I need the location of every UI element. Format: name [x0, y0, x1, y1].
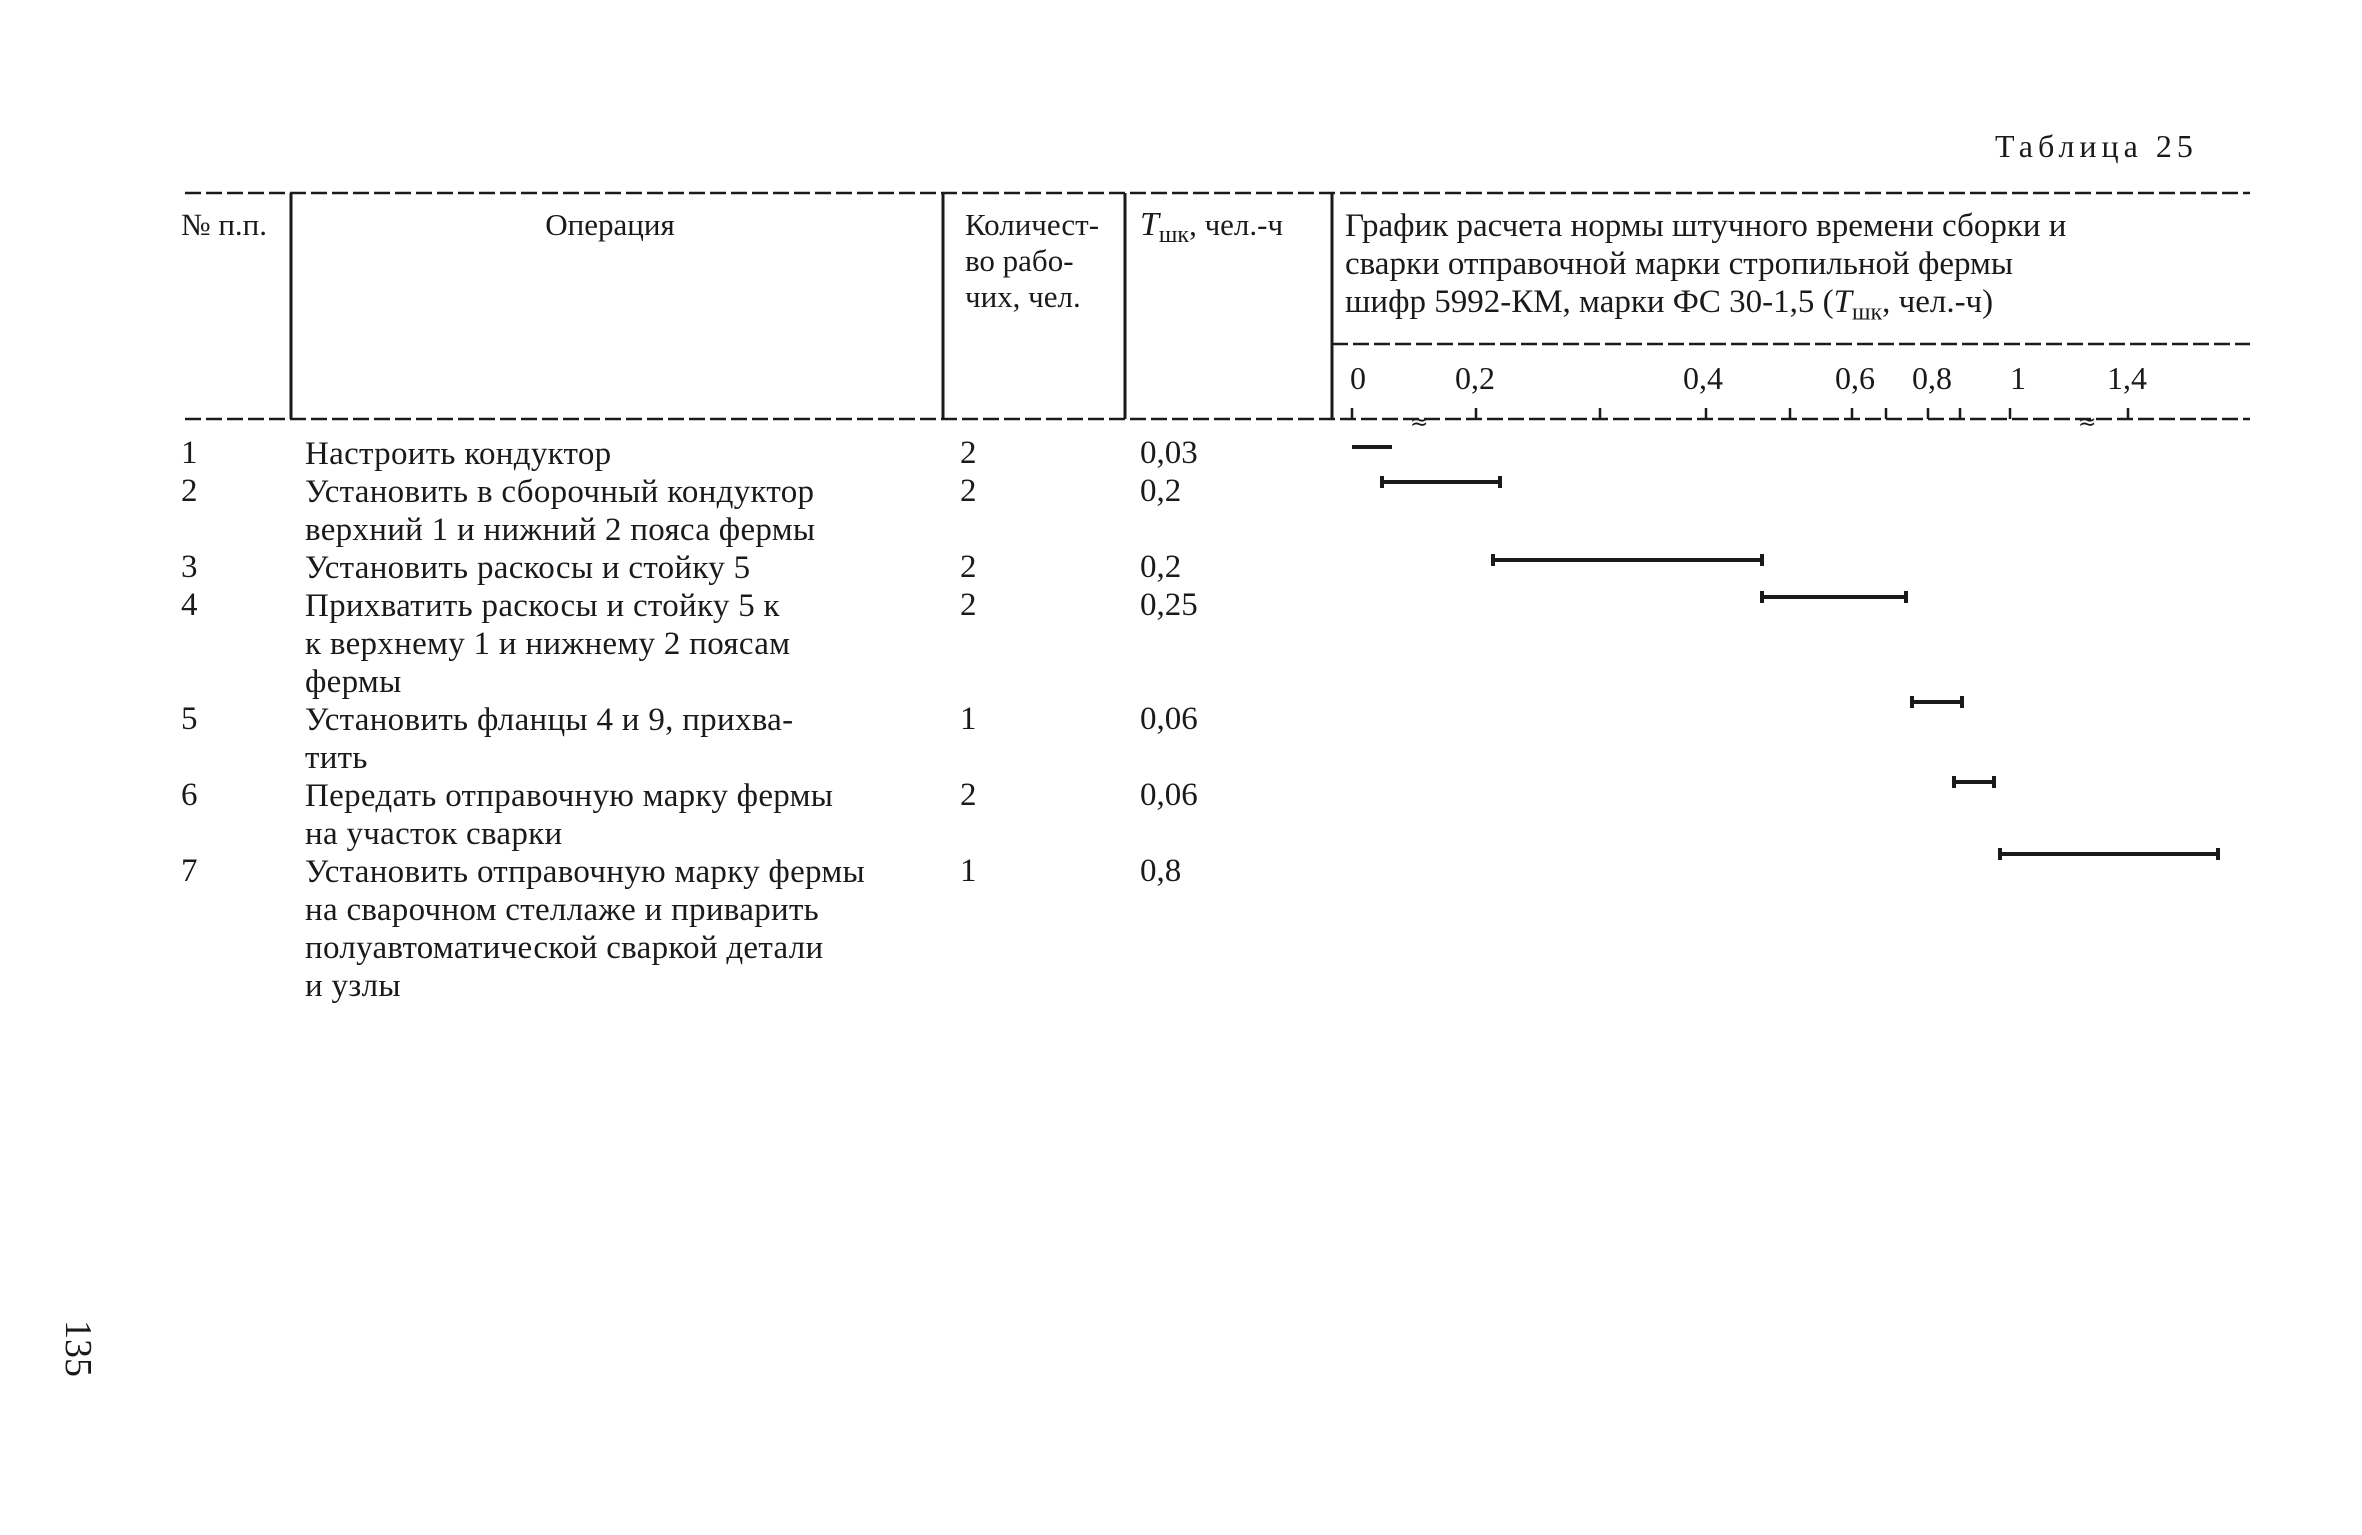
- gantt-bar-2: [1382, 476, 1500, 488]
- header-operation: Операция: [545, 207, 675, 242]
- header-graph-line-3b: , чел.-ч): [1882, 284, 1994, 320]
- table-caption: Таблица 25: [1995, 128, 2198, 164]
- row-time: 0,03: [1140, 435, 1198, 471]
- gantt-bar-6: [1954, 776, 1994, 788]
- operation-line: Установить фланцы 4 и 9, прихва-: [305, 702, 794, 738]
- axis-break: ≈: [1410, 410, 1429, 435]
- row-quantity: 2: [960, 549, 977, 585]
- operation-line: к верхнему 1 и нижнему 2 поясам: [305, 626, 791, 662]
- row-time: 0,06: [1140, 777, 1198, 813]
- operation-line: Передать отправочную марку фермы: [305, 778, 834, 814]
- axis-tick-label: 0,2: [1455, 360, 1495, 396]
- row-time: 0,06: [1140, 701, 1198, 737]
- operation-line: и узлы: [305, 968, 401, 1004]
- gantt-bar-7: [2000, 848, 2218, 860]
- row-number: 3: [181, 549, 198, 585]
- row-time: 0,25: [1140, 587, 1198, 623]
- header-graph-line-1: График расчета нормы штучного времени сборки и: [1345, 208, 2067, 244]
- axis-tick-label: 0: [1350, 360, 1366, 396]
- row-number: 4: [181, 587, 198, 623]
- axis-tick-label: 1: [2010, 360, 2026, 396]
- header-time-symbol: T: [1140, 206, 1159, 243]
- row-quantity: 2: [960, 435, 977, 471]
- row-number: 2: [181, 473, 198, 509]
- header-graph-t-subscript: шк: [1851, 299, 1883, 326]
- row-number: 5: [181, 701, 198, 737]
- row-time: 0,8: [1140, 853, 1182, 889]
- operation-line: фермы: [305, 664, 402, 700]
- header-quantity-line-3: чих, чел.: [965, 279, 1081, 314]
- operation-line: Установить отправочную марку фермы: [305, 854, 866, 890]
- row-quantity: 2: [960, 587, 977, 623]
- operation-line: Настроить кондуктор: [305, 436, 612, 472]
- row-time: 0,2: [1140, 473, 1182, 509]
- row-time: 0,2: [1140, 549, 1182, 585]
- header-graph-line-3a: шифр 5992-КМ, марки ФС 30-1,5 (: [1345, 284, 1834, 320]
- page-number: 135: [57, 1320, 99, 1377]
- operation-line: на сварочном стеллаже и приварить: [305, 892, 820, 928]
- header-graph-line-2: сварки отправочной марки стропильной фермы: [1345, 246, 2014, 282]
- header-time-unit: , чел.-ч: [1189, 207, 1284, 242]
- gantt-bar-4: [1762, 591, 1906, 603]
- axis-tick-label: 1,4: [2107, 360, 2147, 396]
- header-quantity-line-2: во рабо-: [965, 243, 1074, 278]
- gantt-bar-5: [1912, 696, 1962, 708]
- operation-line: тить: [305, 740, 368, 776]
- row-number: 7: [181, 853, 198, 889]
- header-quantity-line-1: Количест-: [965, 207, 1100, 242]
- row-quantity: 2: [960, 473, 977, 509]
- axis-tick-label: 0,4: [1683, 360, 1723, 396]
- gantt-bar-3: [1493, 554, 1762, 566]
- operation-line: верхний 1 и нижний 2 пояса фермы: [305, 512, 816, 548]
- operation-line: полуавтоматической сваркой детали: [305, 930, 824, 966]
- operation-line: Прихватить раскосы и стойку 5 к: [305, 588, 780, 624]
- axis-tick-label: 0,8: [1912, 360, 1952, 396]
- header-graph-t-symbol: T: [1833, 284, 1852, 320]
- row-quantity: 2: [960, 777, 977, 813]
- header-number: № п.п.: [181, 207, 268, 242]
- row-number: 1: [181, 435, 198, 471]
- axis-tick-label: 0,6: [1835, 360, 1875, 396]
- row-number: 6: [181, 777, 198, 813]
- row-quantity: 1: [960, 701, 977, 737]
- operation-line: Установить в сборочный кондуктор: [305, 474, 815, 510]
- operation-line: Установить раскосы и стойку 5: [305, 550, 751, 586]
- operation-line: на участок сварки: [305, 816, 563, 852]
- row-quantity: 1: [960, 853, 977, 889]
- axis-break: ≈: [2078, 410, 2097, 435]
- header-time-subscript: шк: [1158, 222, 1190, 249]
